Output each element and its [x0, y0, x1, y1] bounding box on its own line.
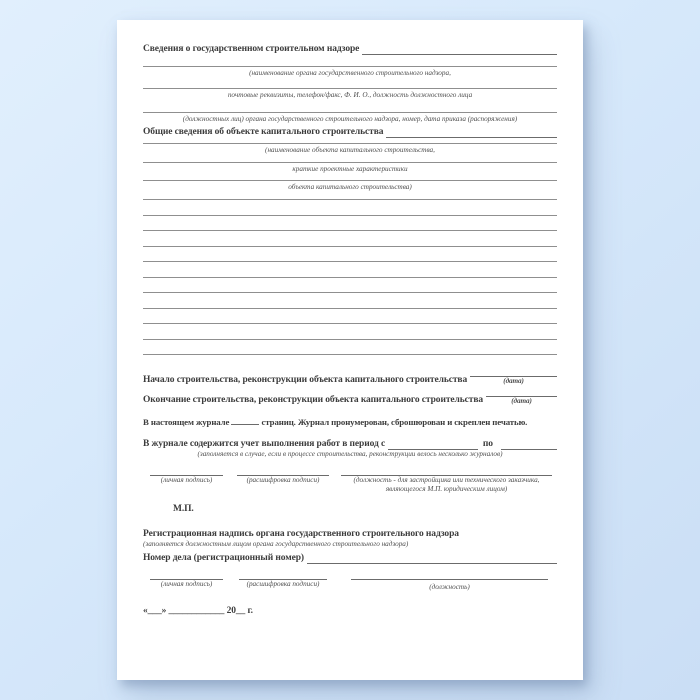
- blank-line: [143, 292, 557, 293]
- construction-end-label: Окончание строительства, реконструкции объекта капитального строительства: [143, 395, 484, 405]
- supervision-caption-1: (наименование органа государственного строительного надзора,: [249, 69, 451, 77]
- construction-end-blank: [486, 386, 557, 397]
- signature2-personal-blank: [150, 572, 223, 580]
- ruled-line: [143, 88, 557, 89]
- signature2-personal: [150, 572, 223, 592]
- work-period-caption: (заполняется в случае, если в процессе строительства, реконструкции велось несколько журналов): [197, 450, 503, 458]
- signature1-transcript-blank: [237, 468, 329, 476]
- work-period-blank-from: [388, 439, 478, 450]
- signature1-transcript-caption: (расшифровка подписи): [246, 476, 320, 484]
- registration-caption: (заполняется должностным лицом органа государственного строительного надзора): [143, 540, 409, 548]
- blank-line: [143, 261, 557, 262]
- object-caption-2: краткие проектные характеристики: [292, 165, 408, 173]
- blank-line: [143, 230, 557, 231]
- date-line: «___» ____________ 20__ г.: [143, 606, 253, 616]
- signature2-position: [351, 572, 548, 592]
- ruled-line: [143, 66, 557, 67]
- journal-pages-prefix: В настоящем журнале: [143, 417, 230, 427]
- signature1-position-blank: [341, 468, 552, 476]
- blank-line: [143, 246, 557, 247]
- case-number-row: [143, 552, 557, 564]
- signature1-personal: [150, 468, 223, 494]
- construction-start-blank: [470, 366, 557, 377]
- object-title-blank: [386, 127, 557, 138]
- object-title-row: [143, 126, 557, 138]
- work-period-prefix: В журнале содержится учет выполнения работ в период с: [143, 439, 386, 449]
- work-period-blank-to: [501, 439, 557, 450]
- construction-start-row: [143, 366, 557, 386]
- signature1-position-caption-line2: являющегося М.П. юридическим лицом): [385, 485, 508, 493]
- signature-row-2: [143, 572, 557, 592]
- signature2-position-caption: (должность): [429, 583, 470, 591]
- case-number-blank: [307, 553, 557, 564]
- ruled-line: [143, 162, 557, 163]
- signature2-personal-caption: (личная подпись): [160, 580, 213, 588]
- object-title-label: Общие сведения об объекте капитального строительства: [143, 127, 384, 137]
- blank-line: [143, 199, 557, 200]
- journal-pages-blank: [231, 416, 259, 425]
- signature1-position: [341, 468, 552, 494]
- seal-mark: М.П.: [173, 504, 194, 514]
- blank-line: [143, 354, 557, 355]
- construction-end-row: [143, 386, 557, 406]
- signature-row-1: [143, 468, 557, 494]
- signature1-position-caption-line1: (должность - для застройщика или технического заказчика,: [353, 476, 540, 484]
- supervision-title-blank: [362, 44, 557, 55]
- registration-heading: Регистрационная надпись органа государственного строительного надзора: [143, 529, 459, 539]
- construction-end-caption: (дата): [511, 397, 532, 405]
- signature1-transcript: [237, 468, 329, 494]
- construction-end-tail: [486, 386, 557, 406]
- signature2-transcript: [239, 572, 327, 592]
- object-caption-3: объекта капитального строительства): [288, 183, 412, 191]
- signature2-position-blank: [351, 572, 548, 580]
- supervision-caption-3: (должностных лиц) органа государственного строительного надзора, номер, дата приказа (распоряжения): [182, 115, 518, 123]
- signature1-personal-blank: [150, 468, 223, 476]
- blank-line: [143, 308, 557, 309]
- blank-line: [143, 323, 557, 324]
- signature1-personal-caption: (личная подпись): [160, 476, 213, 484]
- journal-pages-suffix: страниц. Журнал пронумерован, сброшюрован и скреплен печатью.: [261, 417, 528, 427]
- ruled-line: [143, 112, 557, 113]
- construction-start-label: Начало строительства, реконструкции объекта капитального строительства: [143, 375, 468, 385]
- supervision-caption-2: почтовые реквизиты, телефон/факс, Ф. И. О., должность должностного лица: [227, 91, 473, 99]
- signature2-transcript-blank: [239, 572, 327, 580]
- blank-line: [143, 339, 557, 340]
- ruled-line: [143, 180, 557, 181]
- supervision-title-label: Сведения о государственном строительном надзоре: [143, 44, 360, 54]
- signature2-transcript-caption: (расшифровка подписи): [246, 580, 320, 588]
- blank-line: [143, 215, 557, 216]
- object-caption-1: (наименование объекта капитального строительства,: [265, 146, 435, 154]
- work-period-middle: по: [482, 439, 493, 449]
- form-sheet: [117, 20, 583, 680]
- work-period-row: [143, 438, 557, 450]
- construction-start-caption: (дата): [503, 377, 524, 385]
- form-content: [143, 20, 557, 680]
- blank-line: [143, 277, 557, 278]
- supervision-title-row: [143, 43, 557, 55]
- case-number-label: Номер дела (регистрационный номер): [143, 553, 304, 563]
- construction-start-tail: [470, 366, 557, 386]
- journal-pages-row: [143, 416, 557, 428]
- ruled-line: [143, 143, 557, 144]
